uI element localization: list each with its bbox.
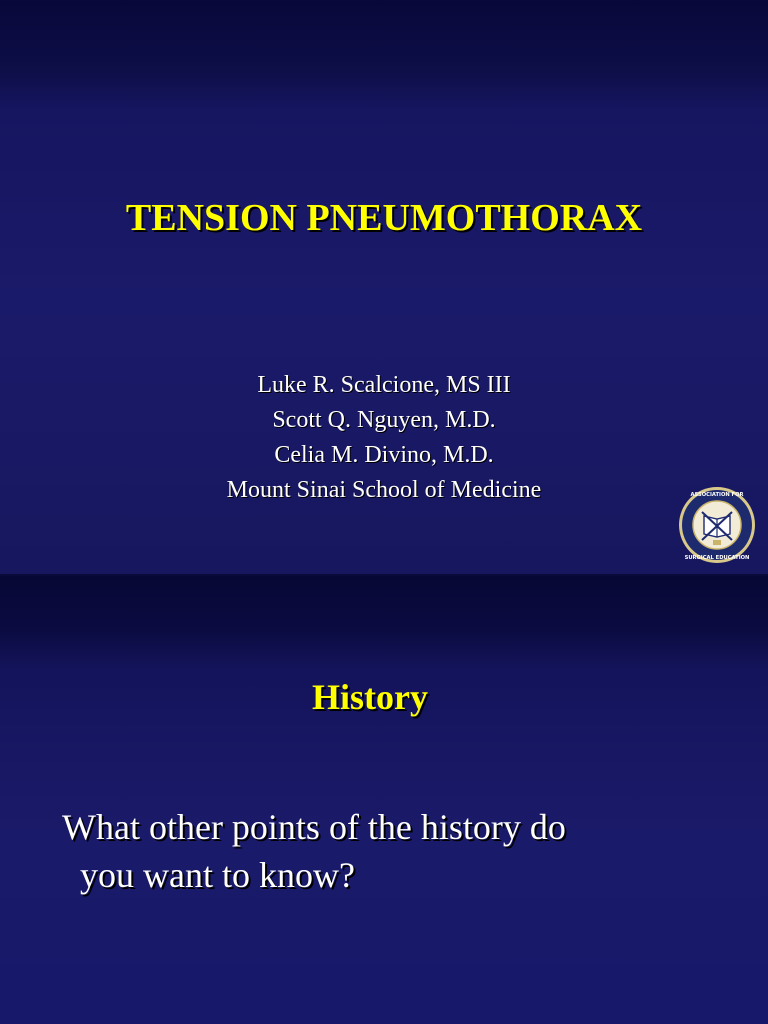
body-line-2: you want to know? [80,855,355,895]
slide-2-title: History [312,677,428,717]
author-line: Scott Q. Nguyen, M.D. [272,407,496,433]
svg-text:ASSOCIATION FOR: ASSOCIATION FOR [690,492,744,498]
author-line: Luke R. Scalcione, MS III [257,372,511,398]
association-seal-icon [678,486,756,564]
svg-text:SURGICAL EDUCATION: SURGICAL EDUCATION [684,555,750,561]
institution-line: Mount Sinai School of Medicine [226,477,542,503]
slide-2 [0,576,768,1024]
slide-2-body [62,803,742,899]
slide-1-title: TENSION PNEUMOTHORAX [125,197,643,239]
author-list [0,368,768,508]
body-line-1: What other points of the history do [62,807,566,847]
author-line: Celia M. Divino, M.D. [274,442,494,468]
